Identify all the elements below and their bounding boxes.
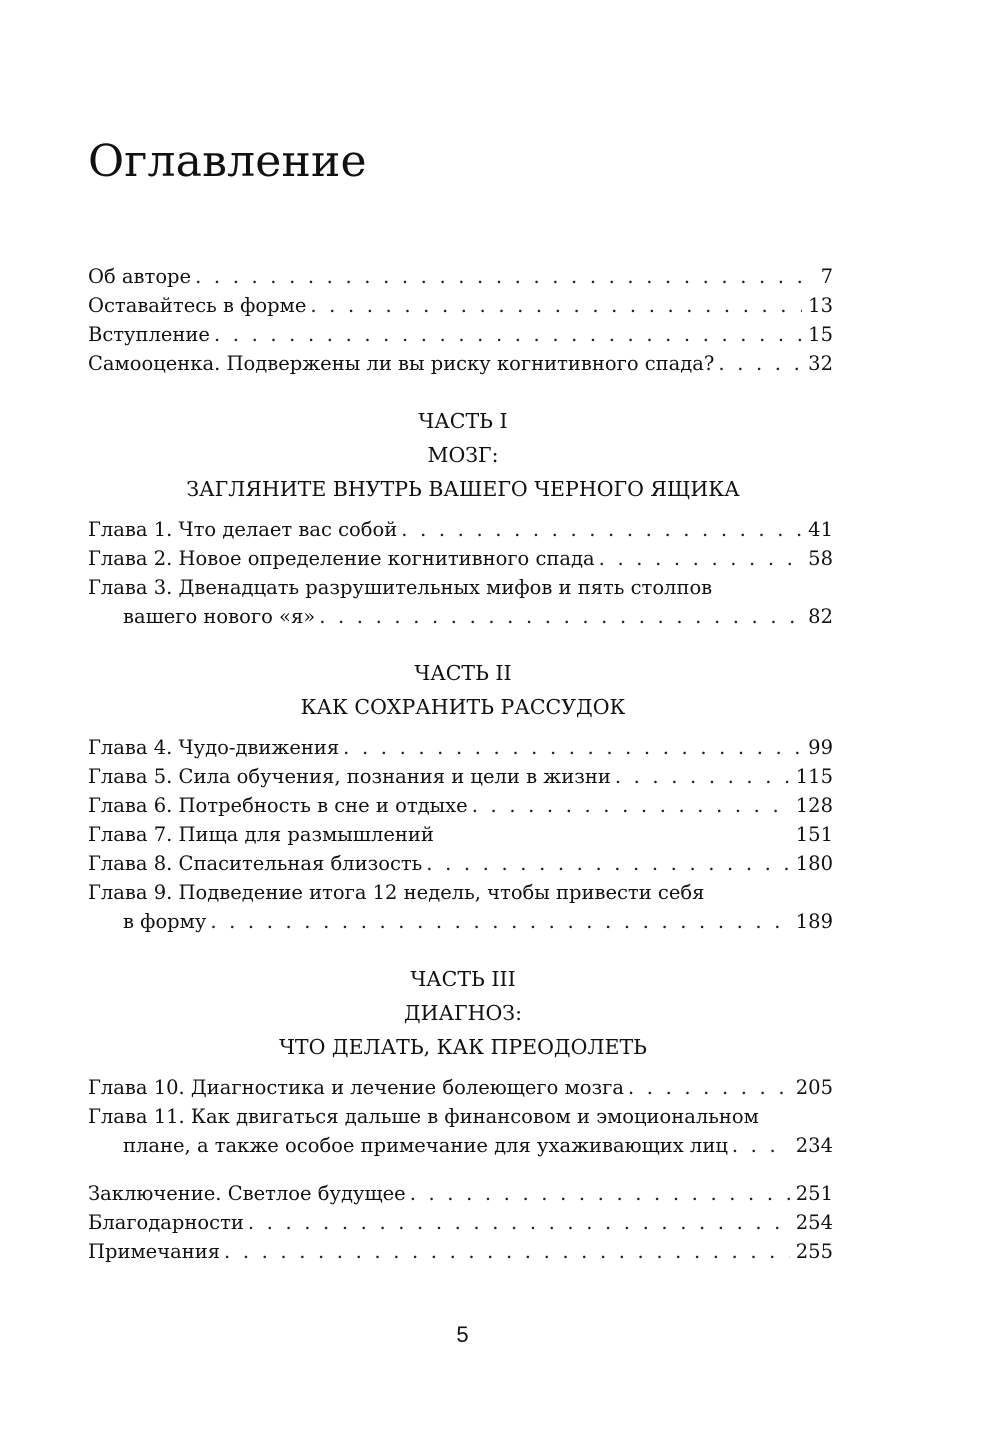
toc-entry-page: 254: [795, 1211, 833, 1234]
dot-leader: [628, 1073, 790, 1102]
toc-entry-page: 15: [808, 323, 833, 346]
toc-entry-page: 251: [795, 1182, 833, 1205]
toc-entry[interactable]: [88, 1073, 833, 1102]
dot-leader: [214, 320, 802, 349]
toc-entry[interactable]: [88, 791, 833, 820]
toc-entry[interactable]: [88, 820, 833, 849]
toc-entry-title: Глава 7. Пища для размышлений: [88, 823, 434, 846]
toc-entry[interactable]: [88, 515, 833, 544]
toc-entry-page: 82: [808, 605, 833, 628]
toc-entry-title: Глава 10. Диагностика и лечение болеющего мозга: [88, 1076, 624, 1099]
part-2-chapters: [88, 733, 833, 936]
toc-entry[interactable]: [88, 849, 833, 878]
toc-entry-title: Заключение. Светлое будущее: [88, 1182, 406, 1205]
toc-entry[interactable]: [88, 349, 833, 378]
dot-leader: [310, 291, 802, 320]
toc-entry-page: 151: [795, 823, 833, 846]
toc-entry-page: 180: [795, 852, 833, 875]
dot-leader: [319, 602, 802, 631]
toc-entry-page: 189: [795, 910, 833, 933]
toc-entry-page: 255: [795, 1240, 833, 1263]
toc-entry-title: Об авторе: [88, 265, 192, 288]
part-1-chapters: [88, 515, 833, 631]
toc-entry-title: Примечания: [88, 1240, 221, 1263]
toc-entry-title-line2: плане, а также особое примечание для ухаживающих лиц: [123, 1134, 728, 1157]
toc-entry-continuation: [88, 1131, 833, 1160]
part-subtitle: ЧТО ДЕЛАТЬ, КАК ПРЕОДОЛЕТЬ: [279, 1035, 647, 1059]
toc-entry-multiline[interactable]: [88, 573, 833, 631]
toc-entry-page: 128: [795, 794, 833, 817]
toc-entry[interactable]: [88, 262, 833, 291]
toc-entry-title: Глава 2. Новое определение когнитивного спада: [88, 547, 595, 570]
toc-entry-page: 115: [795, 765, 833, 788]
dot-leader: [718, 349, 802, 378]
toc-entry-title-line1: Глава 9. Подведение итога 12 недель, чтобы привести себя: [88, 881, 705, 904]
dot-leader: [343, 733, 802, 762]
part-label: ЧАСТЬ I: [418, 409, 508, 433]
toc-entry[interactable]: [88, 544, 833, 573]
back-matter-list: [88, 1179, 833, 1266]
toc-entry[interactable]: [88, 1208, 833, 1237]
toc-entry-title: Глава 4. Чудо-движения: [88, 736, 340, 759]
dot-leader: [410, 1179, 790, 1208]
dot-leader: [426, 849, 789, 878]
dot-leader: [195, 262, 814, 291]
toc-entry-page: 41: [808, 518, 833, 541]
toc-entry[interactable]: [88, 1237, 833, 1266]
dot-leader: [210, 907, 789, 936]
toc-entry[interactable]: [88, 291, 833, 320]
toc-entry-title: Самооценка. Подвержены ли вы риску когнитивного спада?: [88, 352, 715, 375]
toc-entry-title-line1: Глава 3. Двенадцать разрушительных мифов и пять столпов: [88, 576, 713, 599]
toc-entry-page: 99: [808, 736, 833, 759]
dot-leader: [248, 1208, 790, 1237]
dot-leader: [732, 1131, 790, 1160]
dot-leader: [472, 791, 790, 820]
toc-entry-title: Глава 8. Спасительная близость: [88, 852, 423, 875]
dot-leader: [615, 762, 790, 791]
toc-entry-title: Благодарности: [88, 1211, 244, 1234]
part-1-heading: [88, 404, 838, 506]
front-matter-list: [88, 262, 833, 378]
toc-entry-page: 58: [808, 547, 833, 570]
page-title: Оглавление: [88, 136, 367, 187]
page-number: 5: [456, 1322, 469, 1347]
part-2-heading: [88, 656, 838, 724]
dot-leader: [401, 515, 802, 544]
toc-entry-title-line1: Глава 11. Как двигаться дальше в финансовом и эмоциональном: [88, 1105, 759, 1128]
toc-entry-multiline[interactable]: [88, 1102, 833, 1160]
part-3-chapters: [88, 1073, 833, 1160]
part-title: МОЗГ:: [427, 443, 499, 467]
toc-entry-page: 234: [795, 1134, 833, 1157]
toc-entry-page: 7: [820, 265, 833, 288]
toc-entry-title: Вступление: [88, 323, 210, 346]
part-3-heading: [88, 962, 838, 1064]
toc-entry-page: 13: [808, 294, 833, 317]
toc-entry[interactable]: [88, 733, 833, 762]
part-title: КАК СОХРАНИТЬ РАССУДОК: [300, 695, 626, 719]
toc-entry-title: Глава 5. Сила обучения, познания и цели в жизни: [88, 765, 611, 788]
toc-entry-title: Глава 1. Что делает вас собой: [88, 518, 398, 541]
part-title: ДИАГНОЗ:: [403, 1001, 522, 1025]
toc-entry-multiline[interactable]: [88, 878, 833, 936]
toc-entry-page: 32: [808, 352, 833, 375]
dot-leader: [599, 544, 803, 573]
toc-entry-title: Оставайтесь в форме: [88, 294, 307, 317]
toc-entry[interactable]: [88, 762, 833, 791]
toc-entry-title: Глава 6. Потребность в сне и отдыхе: [88, 794, 468, 817]
toc-entry[interactable]: [88, 320, 833, 349]
toc-entry-title-line2: вашего нового «я»: [123, 605, 316, 628]
toc-entry-continuation: [88, 907, 833, 936]
toc-entry[interactable]: [88, 1179, 833, 1208]
part-subtitle: ЗАГЛЯНИТЕ ВНУТРЬ ВАШЕГО ЧЕРНОГО ЯЩИКА: [186, 477, 740, 501]
toc-entry-continuation: [88, 602, 833, 631]
toc-entry-title-line2: в форму: [123, 910, 207, 933]
part-label: ЧАСТЬ III: [410, 967, 516, 991]
toc-entry-page: 205: [795, 1076, 833, 1099]
part-label: ЧАСТЬ II: [414, 661, 512, 685]
dot-leader: [224, 1237, 790, 1266]
